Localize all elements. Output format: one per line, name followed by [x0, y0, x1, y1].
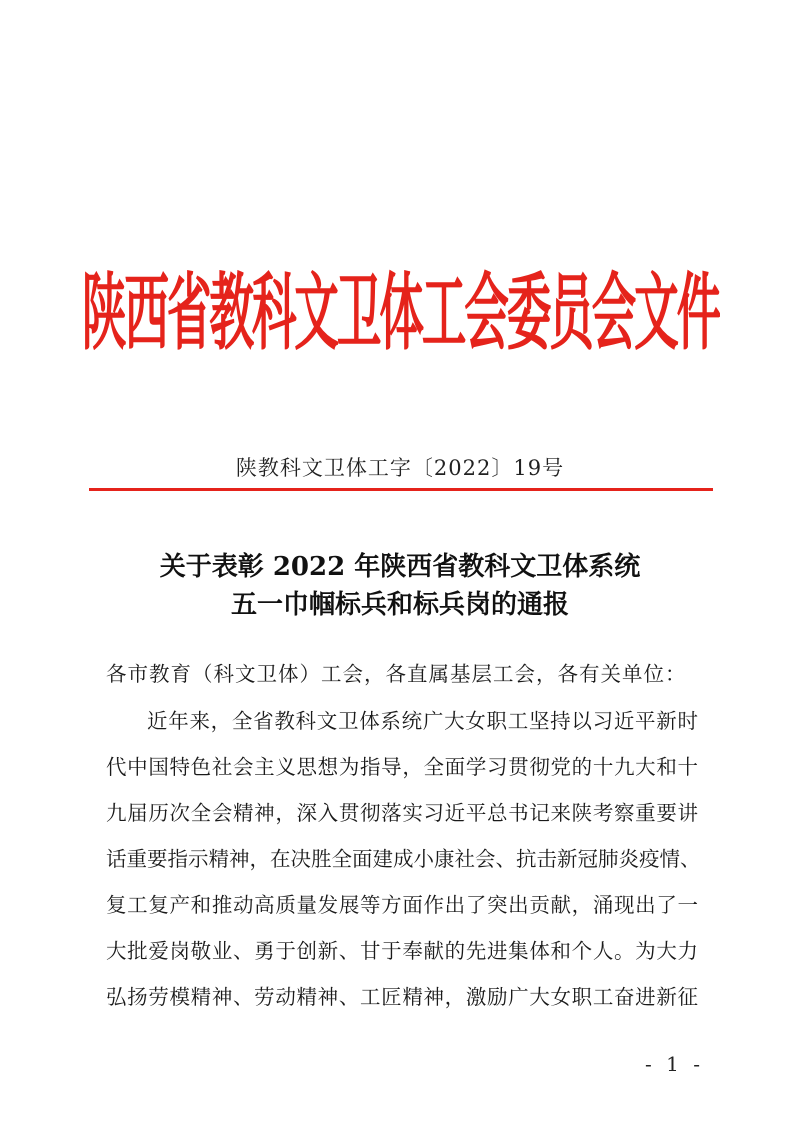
- masthead-title: 陕西省教科文卫体工会委员会文件: [81, 263, 719, 362]
- masthead: [80, 258, 720, 368]
- title-line-1: 关于表彰 2022 年陕西省教科文卫体系统: [159, 552, 641, 582]
- body-line: 九届历次全会精神，深入贯彻落实习近平总书记来陕考察重要讲: [106, 801, 698, 825]
- page-number-text: - 1 -: [645, 1052, 704, 1076]
- body-line: 话重要指示精神，在决胜全面建成小康社会、抗击新冠肺炎疫情、: [106, 847, 701, 871]
- body-line: 代中国特色社会主义思想为指导，全面学习贯彻党的十九大和十: [106, 755, 698, 779]
- body-line: 大批爱岗敬业、勇于创新、甘于奉献的先进集体和个人。为大力: [106, 939, 698, 963]
- salutation: 各市教育（科文卫体）工会，各直属基层工会，各有关单位：: [106, 662, 687, 686]
- body-line: 弘扬劳模精神、劳动精神、工匠精神，激励广大女职工奋进新征: [106, 985, 698, 1009]
- red-divider: [89, 488, 713, 491]
- body-line: 复工复产和推动高质量发展等方面作出了突出贡献，涌现出了一: [106, 893, 698, 917]
- page-number: [0, 1052, 800, 1076]
- title-line-2: 五一巾帼标兵和标兵岗的通报: [230, 590, 569, 620]
- body-line: 近年来，全省教科文卫体系统广大女职工坚持以习近平新时: [147, 709, 698, 733]
- document-number: 陕教科文卫体工字〔2022〕19号: [235, 456, 565, 480]
- notice-title: [0, 548, 800, 624]
